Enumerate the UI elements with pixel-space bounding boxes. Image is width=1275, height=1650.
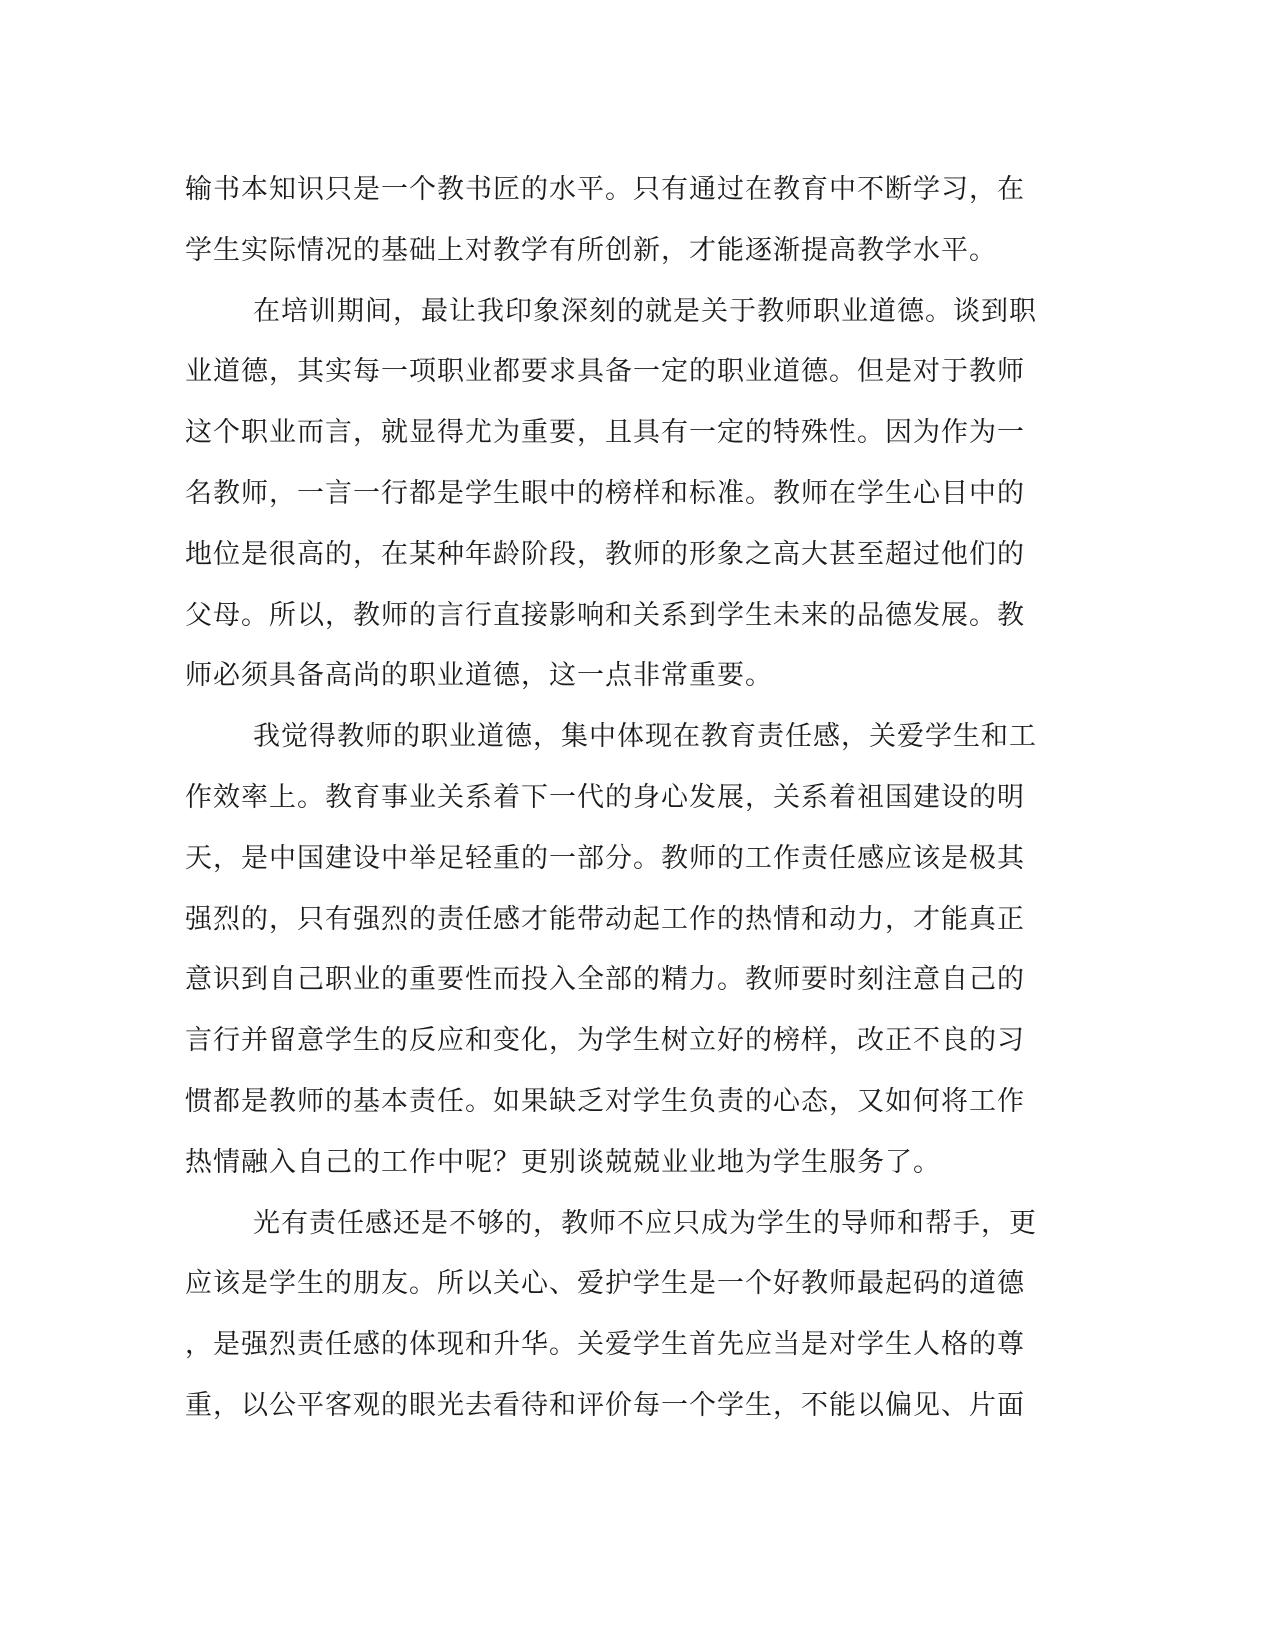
paragraph-first-line: 光有责任感还是不够的，教师不应只成为学生的导师和帮手，更 <box>253 1207 1037 1239</box>
body-text <box>185 160 1065 1437</box>
text-line: 意识到自己职业的重要性而投入全部的精力。教师要时刻注意自己的 <box>185 964 1025 996</box>
paragraph-first-line: 在培训期间，最让我印象深刻的就是关于教师职业道德。谈到职 <box>253 295 1037 327</box>
text-line: 热情融入自己的工作中呢？更别谈兢兢业业地为学生服务了。 <box>185 1146 941 1178</box>
text-line: 强烈的，只有强烈的责任感才能带动起工作的热情和动力，才能真正 <box>185 903 1025 935</box>
text-line: 应该是学生的朋友。所以关心、爱护学生是一个好教师最起码的道德 <box>185 1268 1025 1300</box>
text-line: ，是强烈责任感的体现和升华。关爱学生首先应当是对学生人格的尊 <box>185 1329 1025 1361</box>
text-line: 学生实际情况的基础上对教学有所创新，才能逐渐提高教学水平。 <box>185 234 997 266</box>
text-line: 业道德，其实每一项职业都要求具备一定的职业道德。但是对于教师 <box>185 356 1025 388</box>
text-line: 作效率上。教育事业关系着下一代的身心发展，关系着祖国建设的明 <box>185 781 1025 813</box>
text-line: 师必须具备高尚的职业道德，这一点非常重要。 <box>185 660 773 692</box>
text-line: 惯都是教师的基本责任。如果缺乏对学生负责的心态，又如何将工作 <box>185 1085 1025 1117</box>
text-line: 天，是中国建设中举足轻重的一部分。教师的工作责任感应该是极其 <box>185 842 1025 874</box>
text-line: 父母。所以，教师的言行直接影响和关系到学生未来的品德发展。教 <box>185 599 1025 631</box>
text-line: 名教师，一言一行都是学生眼中的榜样和标准。教师在学生心目中的 <box>185 477 1025 509</box>
paragraph-first-line: 我觉得教师的职业道德，集中体现在教育责任感，关爱学生和工 <box>253 721 1037 753</box>
text-line: 输书本知识只是一个教书匠的水平。只有通过在教育中不断学习，在 <box>185 174 1025 205</box>
text-line: 言行并留意学生的反应和变化，为学生树立好的榜样，改正不良的习 <box>185 1025 1025 1057</box>
text-line: 重，以公平客观的眼光去看待和评价每一个学生，不能以偏见、片面 <box>185 1389 1025 1421</box>
text-line: 这个职业而言，就显得尤为重要，且具有一定的特殊性。因为作为一 <box>185 417 1025 449</box>
text-line: 地位是很高的，在某种年龄阶段，教师的形象之高大甚至超过他们的 <box>185 538 1025 570</box>
